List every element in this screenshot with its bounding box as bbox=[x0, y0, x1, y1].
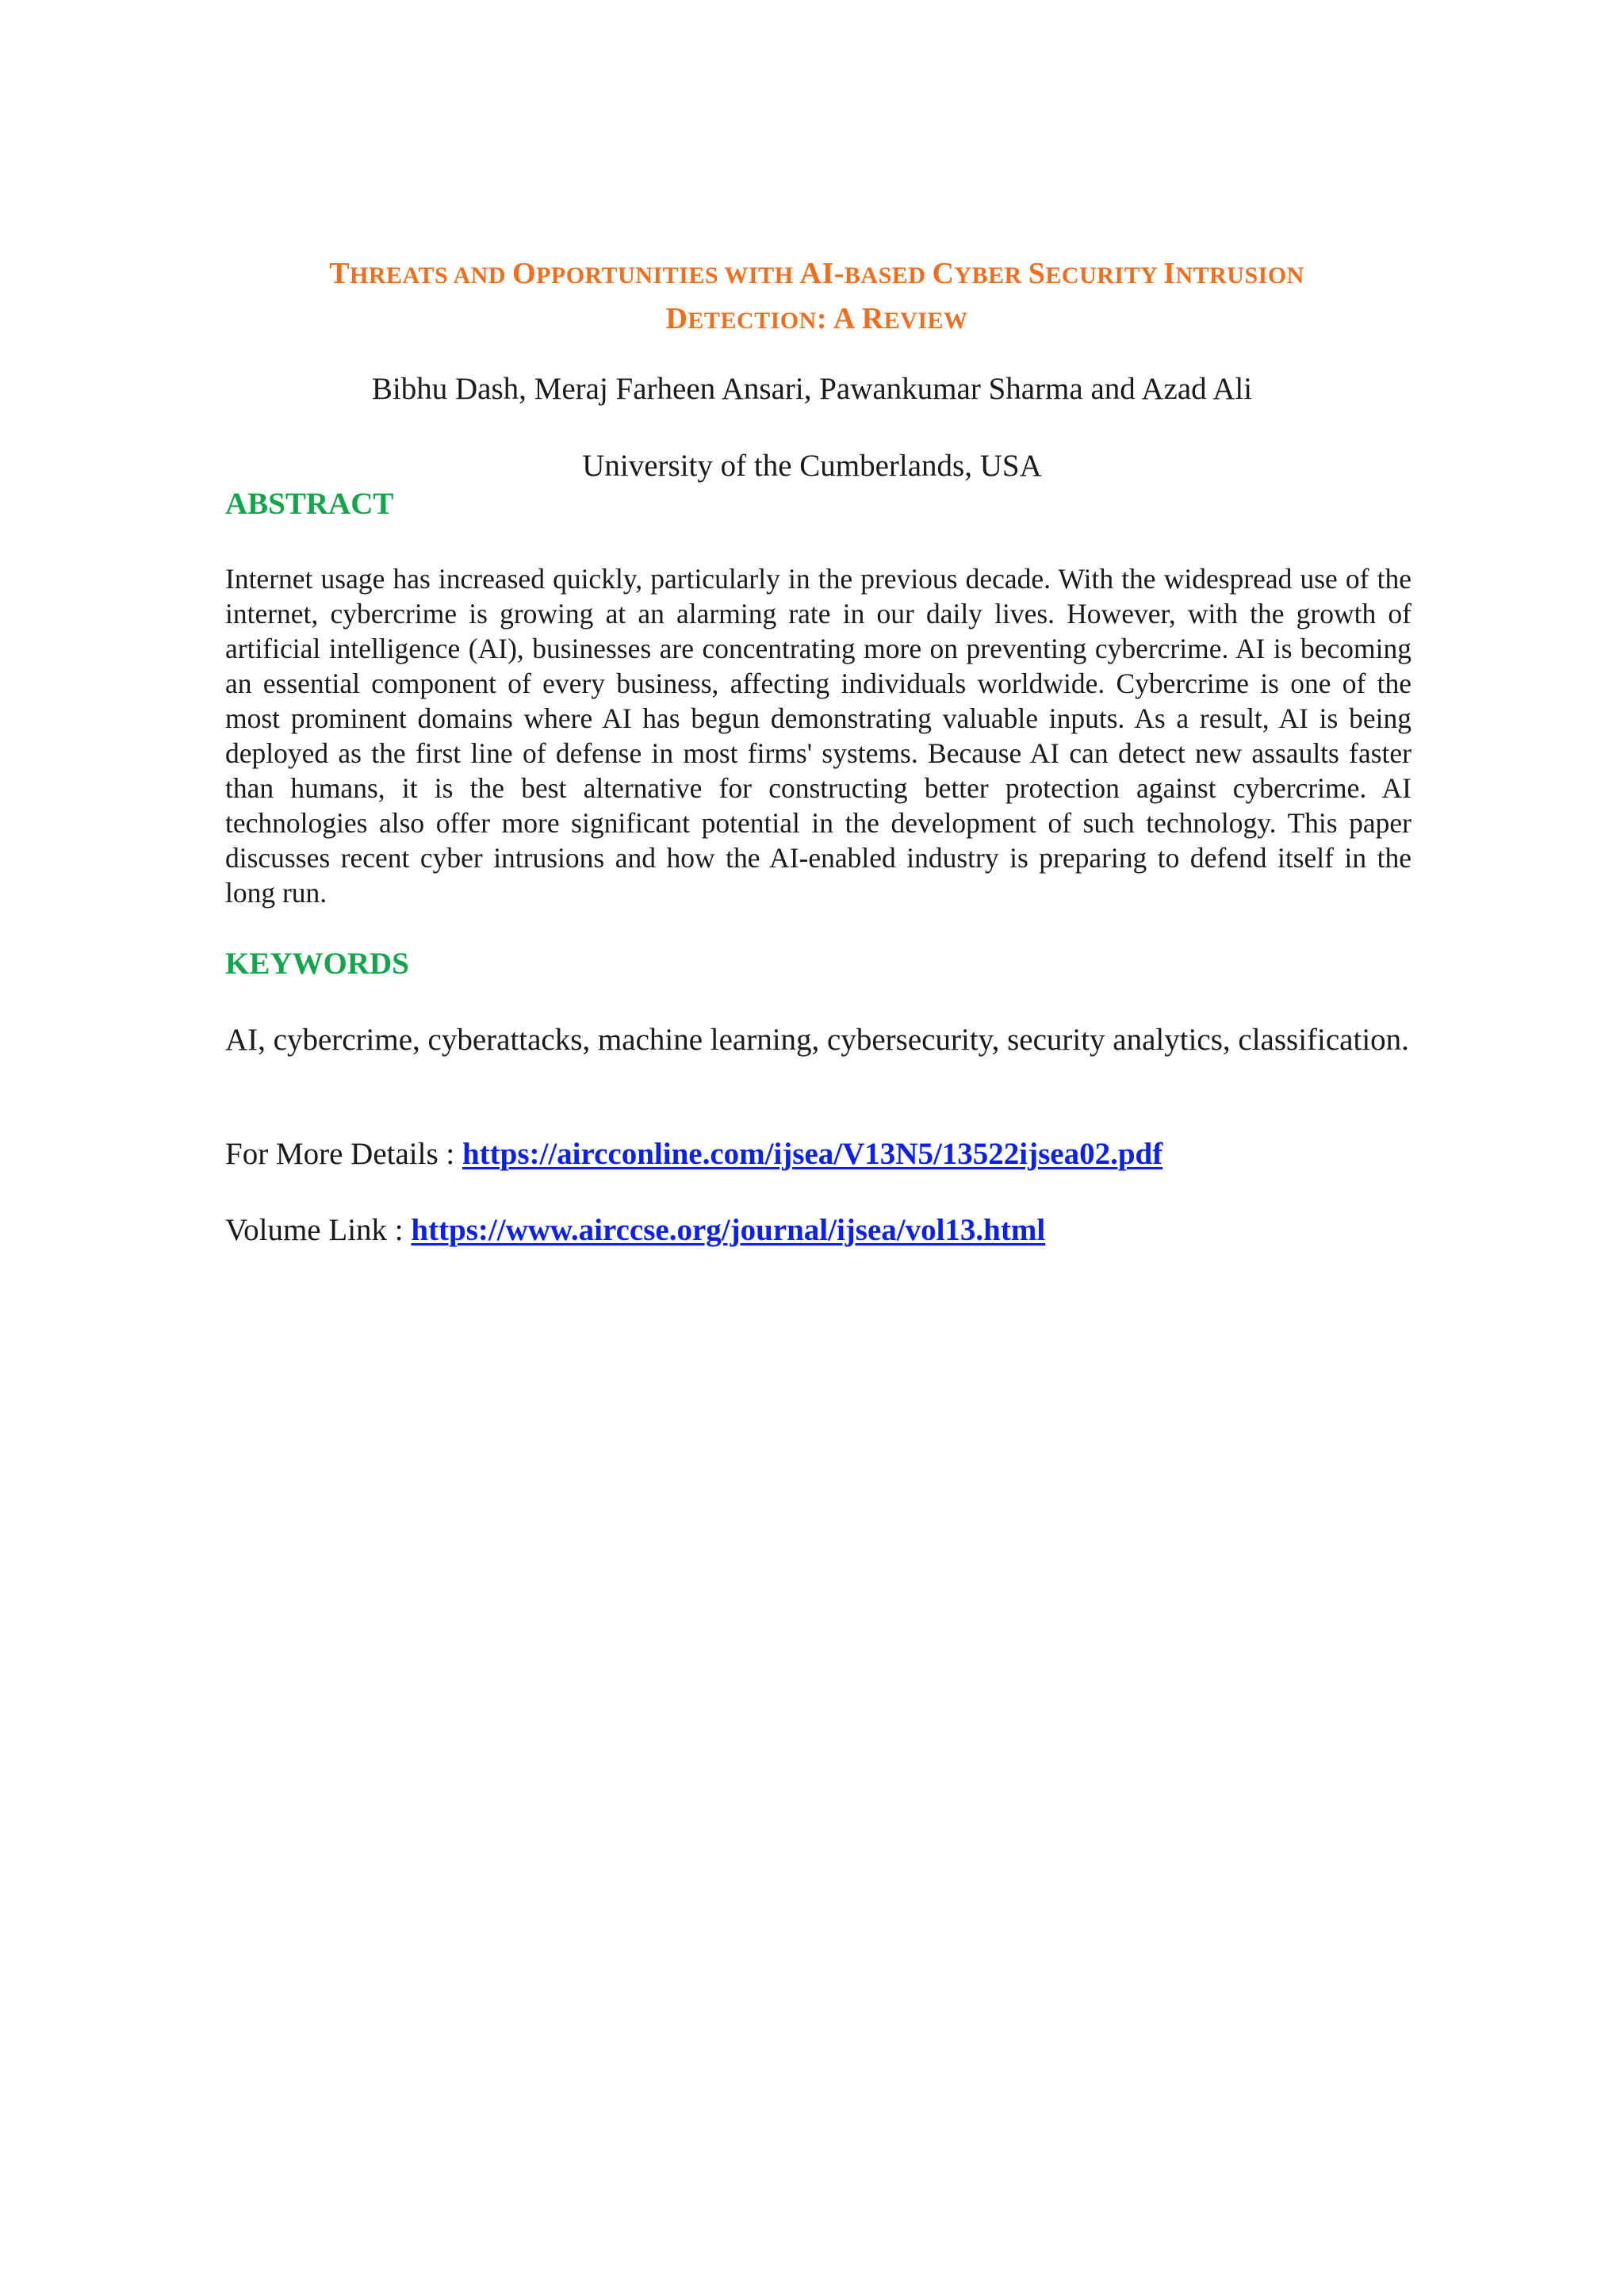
title-line-1 bbox=[329, 257, 1304, 290]
keywords-body: AI, cybercrime, cyberattacks, machine learning, cybersecurity, security analytics, classification. bbox=[225, 1023, 1409, 1057]
title-segment: C bbox=[932, 257, 955, 290]
title-segment: O bbox=[512, 257, 537, 290]
title-line-2 bbox=[665, 302, 968, 335]
author-list: Bibhu Dash, Meraj Farheen Ansari, Pawankumar Sharma and Azad Ali bbox=[371, 372, 1253, 406]
title-segment: D bbox=[665, 302, 688, 335]
title-segment: EVIEW bbox=[883, 308, 968, 334]
title-segment: NTRUSION bbox=[1175, 262, 1304, 289]
affiliation: University of the Cumberlands, USA bbox=[582, 449, 1042, 483]
abstract-body: Internet usage has increased quickly, particularly in the previous decade. With the widespread use of the internet, cybercrime is growing at an alarming rate in our daily lives. However, with the growth of artificial intelligence (AI), businesses are concentrating more on preventing cybercrime. AI is becoming an essential component of every business, affecting individuals worldwide. Cybercrime is one of the most prominent domains where AI has begun demonstrating valuable inputs. As a result, AI is being deployed as the first line of defense in most firms' systems. Because AI can detect new assaults faster than humans, it is the best alternative for constructing better protection against cybercrime. AI technologies also offer more significant potential in the development of such technology. This paper discusses recent cyber intrusions and how the AI-enabled industry is preparing to defend itself in the long run. bbox=[225, 563, 1411, 909]
details-line bbox=[225, 1135, 1162, 1173]
title-segment: R bbox=[861, 302, 884, 335]
title-segment: AI- bbox=[799, 257, 845, 290]
volume-line bbox=[225, 1211, 1045, 1249]
title-segment: PPORTUNITIES WITH bbox=[536, 262, 800, 289]
title-segment: S bbox=[1028, 257, 1046, 290]
details-link[interactable]: https://aircconline.com/ijsea/V13N5/13522ijsea02.pdf bbox=[462, 1137, 1163, 1171]
paper-title bbox=[182, 252, 1451, 342]
title-segment: ECURITY bbox=[1045, 262, 1164, 289]
details-label: For More Details : bbox=[225, 1137, 462, 1171]
title-segment: HREATS AND bbox=[350, 262, 512, 289]
title-segment: : A bbox=[816, 302, 862, 335]
abstract-heading: ABSTRACT bbox=[225, 487, 394, 521]
title-segment: BASED bbox=[844, 262, 933, 289]
title-segment: I bbox=[1163, 257, 1176, 290]
volume-label: Volume Link : bbox=[225, 1213, 412, 1247]
title-segment: T bbox=[329, 257, 350, 290]
title-segment: YBER bbox=[954, 262, 1028, 289]
title-segment: ETECTION bbox=[688, 308, 817, 334]
keywords-heading: KEYWORDS bbox=[225, 947, 409, 981]
volume-link[interactable]: https://www.airccse.org/journal/ijsea/vol13.html bbox=[411, 1213, 1046, 1247]
